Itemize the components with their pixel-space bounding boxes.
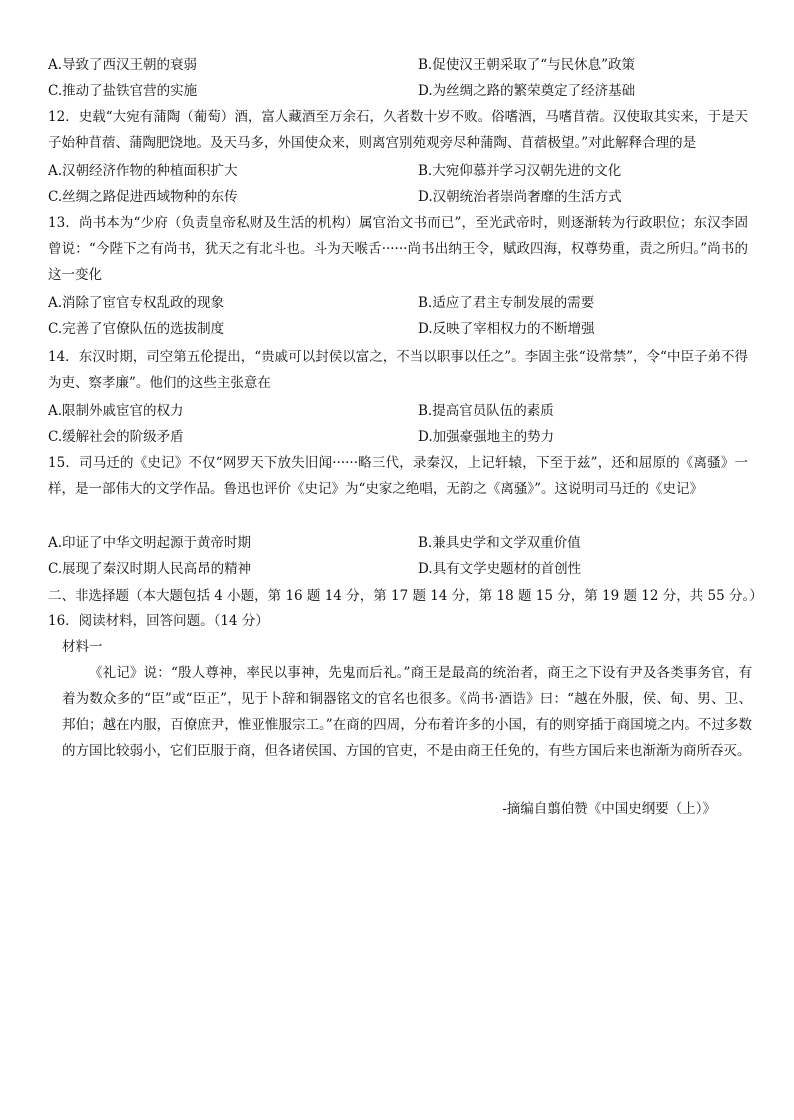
q11-option-d[interactable]: D.为丝绸之路的繁荣奠定了经济基础 (418, 83, 636, 99)
q13-option-d[interactable]: D.反映了宰相权力的不断增强 (418, 321, 595, 337)
q15-option-d[interactable]: D.具有文学史题材的首创性 (418, 561, 582, 577)
q13-option-c[interactable]: C.完善了官僚队伍的选拔制度 (48, 321, 225, 337)
q12-option-c[interactable]: C.丝绸之路促进西域物种的东传 (48, 189, 238, 205)
q14-option-d[interactable]: D.加强豪强地主的势力 (418, 429, 555, 445)
q15-option-c[interactable]: C.展现了秦汉时期人民高昂的精神 (48, 561, 252, 577)
q15-option-b[interactable]: B.兼具史学和文学双重价值 (418, 535, 581, 551)
q13-options-row-1 (48, 294, 748, 312)
q15-options-row-1 (48, 534, 748, 552)
q12-options-row-2 (48, 188, 748, 206)
q14-stem: 14．东汉时期，司空第五伦提出，“贵戚可以封侯以富之，不当以职事以任之”。李固主张“设常禁”，令“中臣子弟不得为吏、察孝廉”。他们的这些主张意在 (48, 349, 748, 391)
q13-stem: 13．尚书本为“少府（负责皇帝私财及生活的机构）属官治文书而已”，至光武帝时，则逐渐转为行政职位；东汉李固曾说：“今陛下之有尚书，犹天之有北斗也。斗为天喉舌······尚书出纳王令，赋政四海，权尊势重，责之所归。”尚书的这一变化 (48, 215, 748, 283)
q16-stem: 16．阅读材料，回答问题。（14 分） (48, 613, 269, 629)
q14-options-row-1 (48, 402, 748, 420)
q12-option-d[interactable]: D.汉朝统治者崇尚奢靡的生活方式 (418, 189, 622, 205)
q14-option-b[interactable]: B.提高官员队伍的素质 (418, 403, 554, 419)
q12-option-b[interactable]: B.大宛仰慕并学习汉朝先进的文化 (418, 163, 622, 179)
q13-options-row-2 (48, 320, 748, 338)
q11-options-row-2 (48, 82, 748, 100)
q12-stem: 12．史载“大宛有蒲陶（葡萄）酒，富人藏酒至万余石，久者数十岁不败。俗嗜酒，马嗜苜蓿。汉使取其实来，于是天子始种苜蓿、蒲陶肥饶地。及天马多，外国使众来，则离宫别苑观旁尽种蒲陶、苜蓿极望。”对此解释合理的是 (48, 109, 748, 151)
q15-option-a[interactable]: A.印证了中华文明起源于黄帝时期 (48, 535, 252, 551)
q13-option-a[interactable]: A.消除了宦官专权乱政的现象 (48, 295, 225, 311)
q13-option-b[interactable]: B.适应了君主专制发展的需要 (418, 295, 595, 311)
q11-options-row-1 (48, 56, 748, 74)
q12-options-row-1 (48, 162, 748, 180)
material-source: -摘编自翦伯赞《中国史纲要（上）》 (502, 801, 716, 817)
q14-option-a[interactable]: A.限制外戚宦官的权力 (48, 403, 184, 419)
q11-option-a[interactable]: A.导致了西汉王朝的衰弱 (48, 57, 198, 73)
q11-option-c[interactable]: C.推动了盐铁官营的实施 (48, 83, 198, 99)
q14-option-c[interactable]: C.缓解社会的阶级矛盾 (48, 429, 184, 445)
q15-options-row-2 (48, 560, 748, 578)
q11-option-b[interactable]: B.促使汉王朝采取了“与民休息”政策 (418, 57, 636, 73)
q14-options-row-2 (48, 428, 748, 446)
material-label: 材料一 (62, 639, 103, 655)
q15-stem: 15．司马迁的《史记》不仅“网罗天下放失旧闻······略三代，录秦汉，上记轩辕，下至于兹”，还和屈原的《离骚》一样，是一部伟大的文学作品。鲁迅也评价《史记》为“史家之绝唱，无韵之《离骚》”。这说明司马迁的《史记》 (48, 455, 748, 497)
material-text: 《礼记》说：“殷人尊神，率民以事神，先鬼而后礼。”商王是最高的统治者，商王之下设有尹及各类事务官，有着为数众多的“臣”或“臣正”，见于卜辞和铜器铭文的官名也很多。《尚书·酒诰》曰：“越在外服，侯、甸、男、卫、邦伯；越在内服，百僚庶尹，惟亚惟服宗工。”在商的四周，分布着许多的小国，有的则穿插于商国境之内。不过多数的方国比较弱小，它们臣服于商，但各诸侯国、方国的官吏，不是由商王任免的，有些方国后来也渐渐为商所吞灭。 (62, 665, 752, 759)
section-heading: 二、非选择题（本大题包括 4 小题，第 16 题 14 分，第 17 题 14 分，第 18 题 15 分，第 19 题 12 分，共 55 分。） (48, 588, 763, 604)
q12-option-a[interactable]: A.汉朝经济作物的种植面积扩大 (48, 163, 238, 179)
